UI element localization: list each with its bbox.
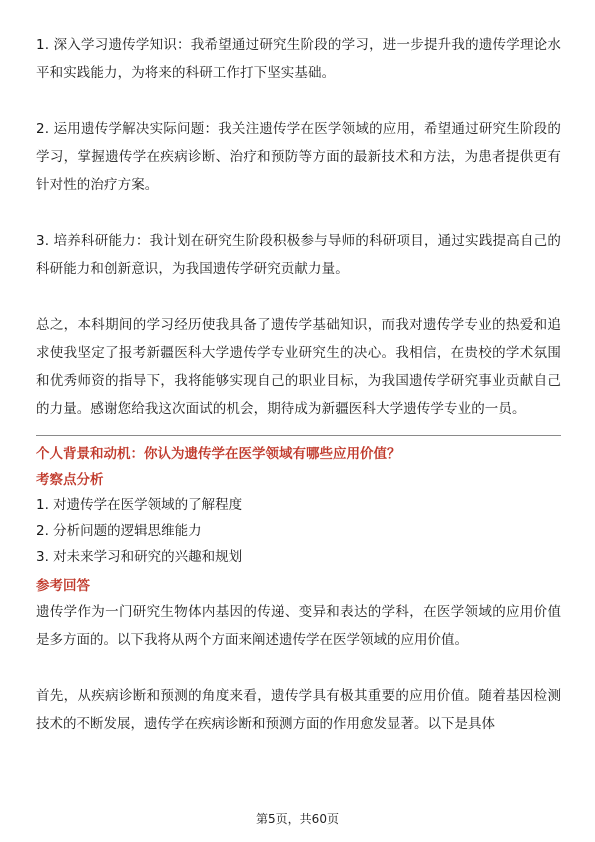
- list-item: 2. 分析问题的逻辑思维能力: [36, 523, 202, 539]
- list-item: 3. 对未来学习和研究的兴趣和规划: [36, 549, 243, 565]
- answer-paragraph-2: 首先，从疾病诊断和预测的角度来看，遗传学具有极其重要的应用价值。随着基因检测技术的不断发展，遗传学在疾病诊断和预测方面的作用愈发显著。以下是具体: [36, 688, 561, 732]
- analysis-heading: 考察点分析: [36, 472, 104, 488]
- goal-paragraph-1: 1. 深入学习遗传学知识：我希望通过研究生阶段的学习，进一步提升我的遗传学理论水平和实践能力，为将来的科研工作打下坚实基础。: [36, 37, 561, 81]
- analysis-list: [36, 492, 561, 570]
- goal-paragraph-3: 3. 培养科研能力：我计划在研究生阶段积极参与导师的科研项目，通过实践提高自己的科研能力和创新意识，为我国遗传学研究贡献力量。: [36, 233, 561, 277]
- page-content: [36, 31, 561, 766]
- page-number-footer: 第5页，共60页: [256, 812, 339, 826]
- goal-paragraph-2: 2. 运用遗传学解决实际问题：我关注遗传学在医学领域的应用，希望通过研究生阶段的学习，掌握遗传学在疾病诊断、治疗和预防等方面的最新技术和方法，为患者提供更有针对性的治疗方案。: [36, 121, 561, 193]
- answer-paragraph-1: 遗传学作为一门研究生物体内基因的传递、变异和表达的学科，在医学领域的应用价值是多方面的。以下我将从两个方面来阐述遗传学在医学领域的应用价值。: [36, 604, 561, 648]
- answer-heading: 参考回答: [36, 578, 90, 594]
- section-divider: [36, 435, 561, 436]
- summary-paragraph: 总之，本科期间的学习经历使我具备了遗传学基础知识，而我对遗传学专业的热爱和追求使我坚定了报考新疆医科大学遗传学专业研究生的决心。我相信，在贵校的学术氛围和优秀师资的指导下，我将能够实现自己的职业目标，为我国遗传学研究事业贡献自己的力量。感谢您给我这次面试的机会，期待成为新疆医科大学遗传学专业的一员。: [36, 317, 561, 417]
- interview-question: 个人背景和动机：你认为遗传学在医学领域有哪些应用价值？: [36, 446, 401, 462]
- list-item: 1. 对遗传学在医学领域的了解程度: [36, 497, 243, 513]
